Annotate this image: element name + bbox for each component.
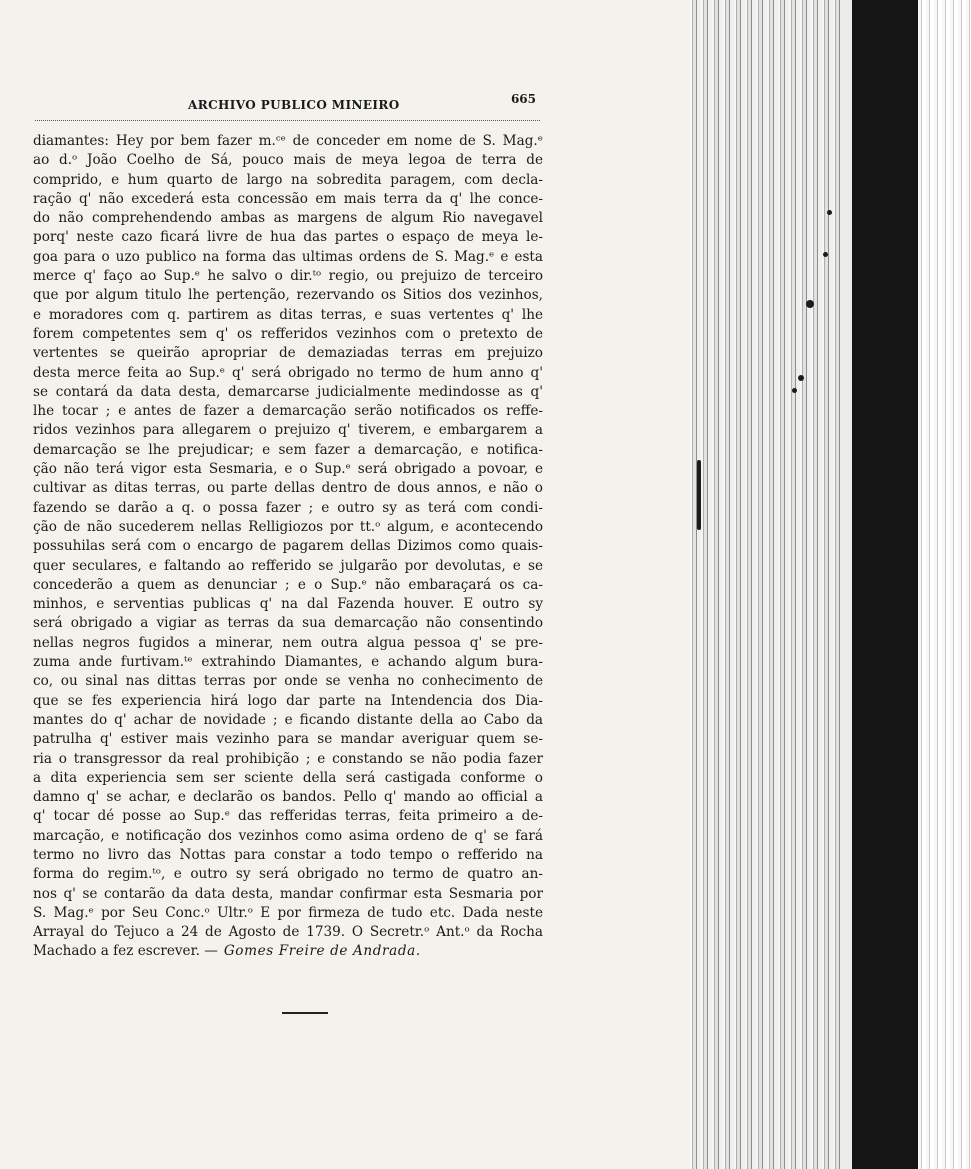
text-line: patrulha q' estiver mais vezinho para se mandar averiguar quem se- bbox=[33, 731, 543, 748]
text-line: termo no livro das Nottas para constar a todo tempo o refferido na bbox=[33, 846, 543, 863]
text-line: ridos vezinhos para allegarem o prejuizo q' tiverem, e embargarem a bbox=[33, 422, 543, 439]
text-line: zuma ande furtivam.ᵗᵉ extrahindo Diamantes, e achando algum bura- bbox=[33, 654, 543, 671]
text-line: será obrigado a vigiar as terras da sua demarcação não consentindo bbox=[33, 615, 543, 632]
text-line: co, ou sinal nas dittas terras por onde se venha no conhecimento de bbox=[33, 673, 543, 690]
text-line: concederão a quem as denunciar ; e o Sup.ᵉ não embaraçará os ca- bbox=[33, 576, 543, 593]
page-number: 665 bbox=[510, 92, 536, 106]
text-line: mantes do q' achar de novidade ; e ficando distante della ao Cabo da bbox=[33, 711, 543, 728]
text-line: demarcação se lhe prejudicar; e sem fazer a demarcação, e notifica- bbox=[33, 441, 543, 458]
scan-edge bbox=[918, 0, 971, 1169]
header-rule bbox=[35, 120, 540, 121]
text-line: e moradores com q. partirem as ditas terras, e suas vertentes q' lhe bbox=[33, 306, 543, 323]
text-line: ração q' não excederá esta concessão em mais terra da q' lhe conce- bbox=[33, 190, 543, 207]
book-binding bbox=[852, 0, 918, 1169]
text-line: ria o transgressor da real prohibição ; e constando se não podia fazer bbox=[33, 750, 543, 767]
text-line: forma do regim.ᵗᵒ, e outro sy será obrigado no termo de quatro an- bbox=[33, 866, 543, 883]
text-line: S. Mag.ᵉ por Seu Conc.ᵒ Ultr.ᵒ E por firmeza de tudo etc. Dada neste bbox=[33, 904, 543, 921]
text-line: merce q' faço ao Sup.ᵉ he salvo o dir.ᵗᵒ regio, ou prejuizo de terceiro bbox=[33, 268, 543, 285]
text-line: minhos, e serventias publicas q' na dal Fazenda houver. E outro sy bbox=[33, 596, 543, 613]
text-line: quer seculares, e faltando ao refferido se julgarão por devolutas, e se bbox=[33, 557, 543, 574]
text-line: lhe tocar ; e antes de fazer a demarcação serão notificados os reffe- bbox=[33, 403, 543, 420]
text-line: fazendo se darão a q. o possa fazer ; e outro sy as terá com condi- bbox=[33, 499, 543, 516]
text-line: se contará da data desta, demarcarse judicialmente medindosse as q' bbox=[33, 383, 543, 400]
ink-spot bbox=[823, 252, 828, 257]
page-header bbox=[40, 90, 540, 112]
ink-spot bbox=[827, 210, 832, 215]
text-line: damno q' se achar, e declarão os bandos. Pello q' mando ao official a bbox=[33, 789, 543, 806]
text-line: possuhilas será com o encargo de pagarem dellas Dizimos como quais- bbox=[33, 538, 543, 555]
signature: Gomes Freire de Andrada. bbox=[223, 943, 421, 960]
ink-spot bbox=[798, 375, 804, 381]
text-line: do não comprehendendo ambas as margens de algum Rio navegavel bbox=[33, 210, 543, 227]
running-title: ARCHIVO PUBLICO MINEIRO bbox=[188, 98, 400, 112]
ink-spot bbox=[806, 300, 814, 308]
text-line: cultivar as ditas terras, ou parte dellas dentro de dous annos, e não o bbox=[33, 480, 543, 497]
text-line: desta merce feita ao Sup.ᵉ q' será obrigado no termo de hum anno q' bbox=[33, 364, 543, 381]
text-line: que se fes experiencia hirá logo dar parte na Intendencia dos Dia- bbox=[33, 692, 543, 709]
text-line: vertentes se queirão apropriar de demaziadas terras em prejuizo bbox=[33, 345, 543, 362]
text-line: forem competentes sem q' os refferidos vezinhos com o pretexto de bbox=[33, 325, 543, 342]
text-line: diamantes: Hey por bem fazer m.ᶜᵉ de conceder em nome de S. Mag.ᵉ bbox=[33, 133, 543, 149]
text-line: ção não terá vigor esta Sesmaria, e o Sup.ᵉ será obrigado a povoar, e bbox=[33, 461, 543, 478]
text-line: porq' neste cazo ficará livre de hua das partes o espaço de meya le- bbox=[33, 229, 543, 246]
text-line: ao d.ᵒ João Coelho de Sá, pouco mais de meya legoa de terra de bbox=[33, 152, 543, 169]
text-line: que por algum titulo lhe pertenção, rezervando os Sitios dos vezinhos, bbox=[33, 287, 543, 304]
text-line: Arrayal do Tejuco a 24 de Agosto de 1739. O Secretr.ᵒ Ant.ᵒ da Rocha bbox=[33, 924, 543, 941]
closing-text: Machado a fez escrever. — bbox=[33, 943, 218, 960]
text-line: comprido, e hum quarto de largo na sobredita paragem, com decla- bbox=[33, 171, 543, 188]
text-line: ção de não sucederem nellas Relligiozos por tt.ᵒ algum, e acontecendo bbox=[33, 518, 543, 535]
ink-spot bbox=[792, 388, 797, 393]
closing-line bbox=[33, 942, 543, 961]
text-line: nos q' se contarão da data desta, mandar confirmar esta Sesmaria por bbox=[33, 885, 543, 902]
text-line: q' tocar dé posse ao Sup.ᵉ das refferidas terras, feita primeiro a de- bbox=[33, 808, 543, 825]
document-body bbox=[33, 132, 543, 962]
text-line: nellas negros fugidos a minerar, nem outra algua pessoa q' se pre- bbox=[33, 634, 543, 651]
spine-texture bbox=[690, 0, 840, 1169]
end-rule bbox=[282, 1012, 328, 1014]
text-line: a dita experiencia sem ser sciente della será castigada conforme o bbox=[33, 769, 543, 786]
text-line: marcação, e notificação dos vezinhos como asima ordeno de q' se fará bbox=[33, 827, 543, 844]
text-line: goa para o uzo publico na forma das ultimas ordens de S. Mag.ᵉ e esta bbox=[33, 248, 543, 265]
ink-spot bbox=[697, 460, 701, 530]
